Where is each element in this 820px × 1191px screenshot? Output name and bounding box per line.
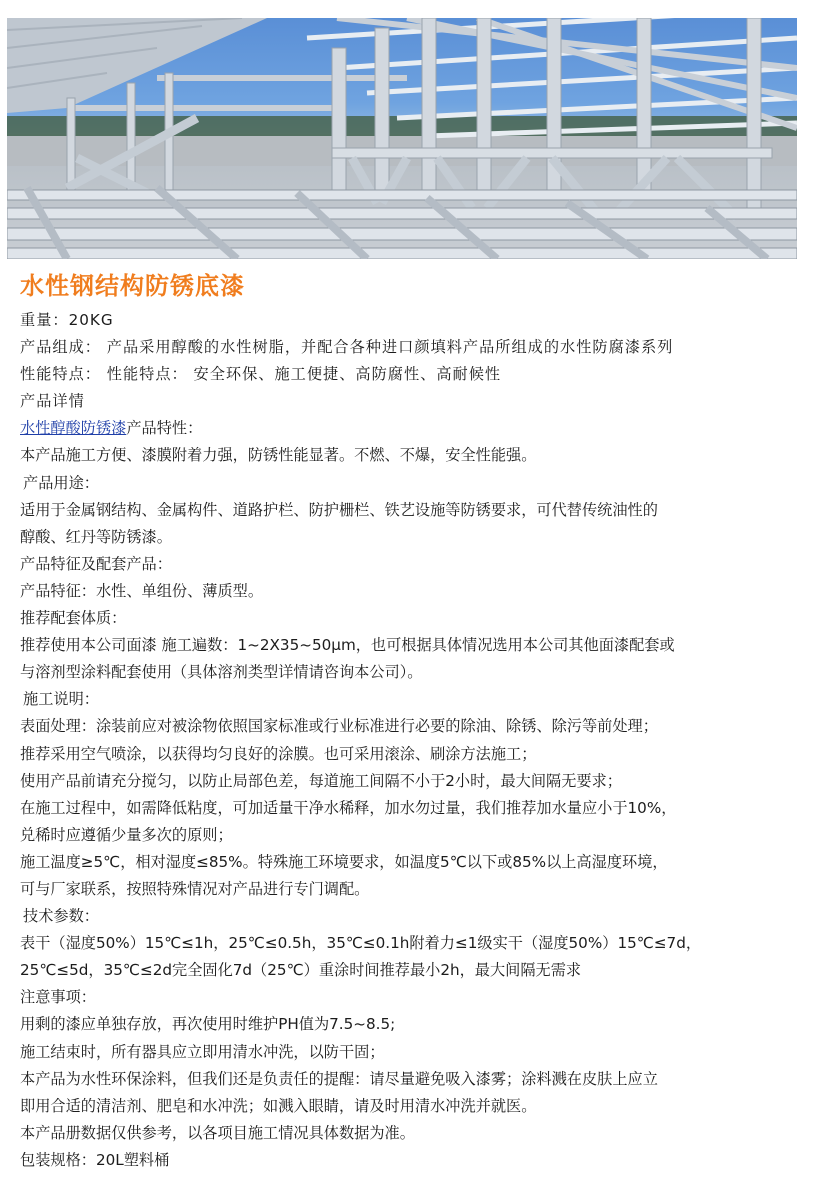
usage-line: 适用于金属钢结构、金属构件、道路护栏、防护栅栏、铁艺设施等防锈要求，可代替传统油性的 [20, 500, 658, 519]
usage-heading: 产品用途： [23, 473, 99, 492]
details-heading: 产品详情 [20, 392, 85, 411]
notes-line: 用剩的漆应单独存放，再次使用时维护PH值为7.5~8.5; [20, 1015, 396, 1034]
notes-line: 本产品为水性环保涂料，但我们还是负责任的提醒：请尽量避免吸入漆雾；涂料溅在皮肤上应立 [20, 1069, 658, 1088]
hero-image [7, 18, 797, 259]
properties-heading-suffix: 产品特性： [126, 419, 203, 438]
characteristics-text: 产品特征：水性、单组份、薄质型。 [20, 581, 263, 600]
product-description [20, 307, 810, 1174]
features-text: 性能特点： 性能特点： 安全环保、施工便捷、高防腐性、高耐候性 [20, 365, 502, 384]
instructions-heading: 施工说明： [23, 690, 99, 709]
notes-heading: 注意事项： [20, 988, 96, 1007]
product-title: 水性钢结构防锈底漆 [20, 272, 245, 300]
recommended-heading: 推荐配套体质： [20, 609, 127, 628]
instructions-line: 表面处理：涂装前应对被涂物依照国家标准或行业标准进行必要的除油、除锈、除污等前处理； [20, 717, 658, 736]
instructions-line: 推荐采用空气喷涂，以获得均匀良好的涂膜。也可采用滚涂、刷涂方法施工； [20, 744, 537, 763]
notes-line: 即用合适的清洁剂、肥皂和水冲洗；如溅入眼睛，请及时用清水冲洗并就医。 [20, 1096, 537, 1115]
instructions-line: 施工温度≥5℃，相对湿度≤85%。特殊施工环境要求，如温度5℃以下或85%以上高湿度环境， [20, 852, 668, 871]
usage-line: 醇酸、红丹等防锈漆。 [20, 527, 172, 546]
technical-line: 表干（湿度50%）15℃≤1h，25℃≤0.5h，35℃≤0.1h附着力≤1级实干（湿度50%）15℃≤7d， [20, 934, 702, 953]
notes-line: 施工结束时，所有器具应立即用清水冲洗，以防干固； [20, 1042, 385, 1061]
recommended-line: 与溶剂型涂料配套使用（具体溶剂类型详情请咨询本公司）。 [20, 663, 423, 682]
instructions-line: 兑稀时应遵循少量多次的原则； [20, 825, 233, 844]
composition-text: 产品组成： 产品采用醇酸的水性树脂，并配合各种进口颜填料产品所组成的水性防腐漆系列 [20, 338, 674, 357]
properties-heading [20, 415, 810, 442]
notes-line: 本产品册数据仅供参考，以各项目施工情况具体数据为准。 [20, 1123, 415, 1142]
technical-heading: 技术参数： [23, 907, 99, 926]
recommended-line: 推荐使用本公司面漆 施工遍数：1~2X35~50μm，也可根据具体情况选用本公司其他面漆配套或 [20, 636, 675, 655]
characteristics-heading: 产品特征及配套产品： [20, 554, 172, 573]
weight-text: 重量：20KG [20, 311, 114, 329]
technical-line: 25℃≤5d，35℃≤2d完全固化7d（25℃）重涂时间推荐最小2h，最大间隔无需求 [20, 961, 582, 980]
instructions-line: 使用产品前请充分搅匀，以防止局部色差，每道施工间隔不小于2小时，最大间隔无要求； [20, 771, 622, 790]
steel-structure-illustration [7, 18, 797, 259]
instructions-line: 在施工过程中，如需降低粘度，可加适量干净水稀释，加水勿过量，我们推荐加水量应小于10%， [20, 798, 677, 817]
instructions-line: 可与厂家联系，按照特殊情况对产品进行专门调配。 [20, 879, 370, 898]
product-link[interactable]: 水性醇酸防锈漆 [20, 419, 127, 438]
packaging-text: 包装规格：20L塑料桶 [20, 1150, 170, 1169]
properties-text: 本产品施工方便、漆膜附着力强，防锈性能显著。不燃、不爆，安全性能强。 [20, 446, 537, 465]
